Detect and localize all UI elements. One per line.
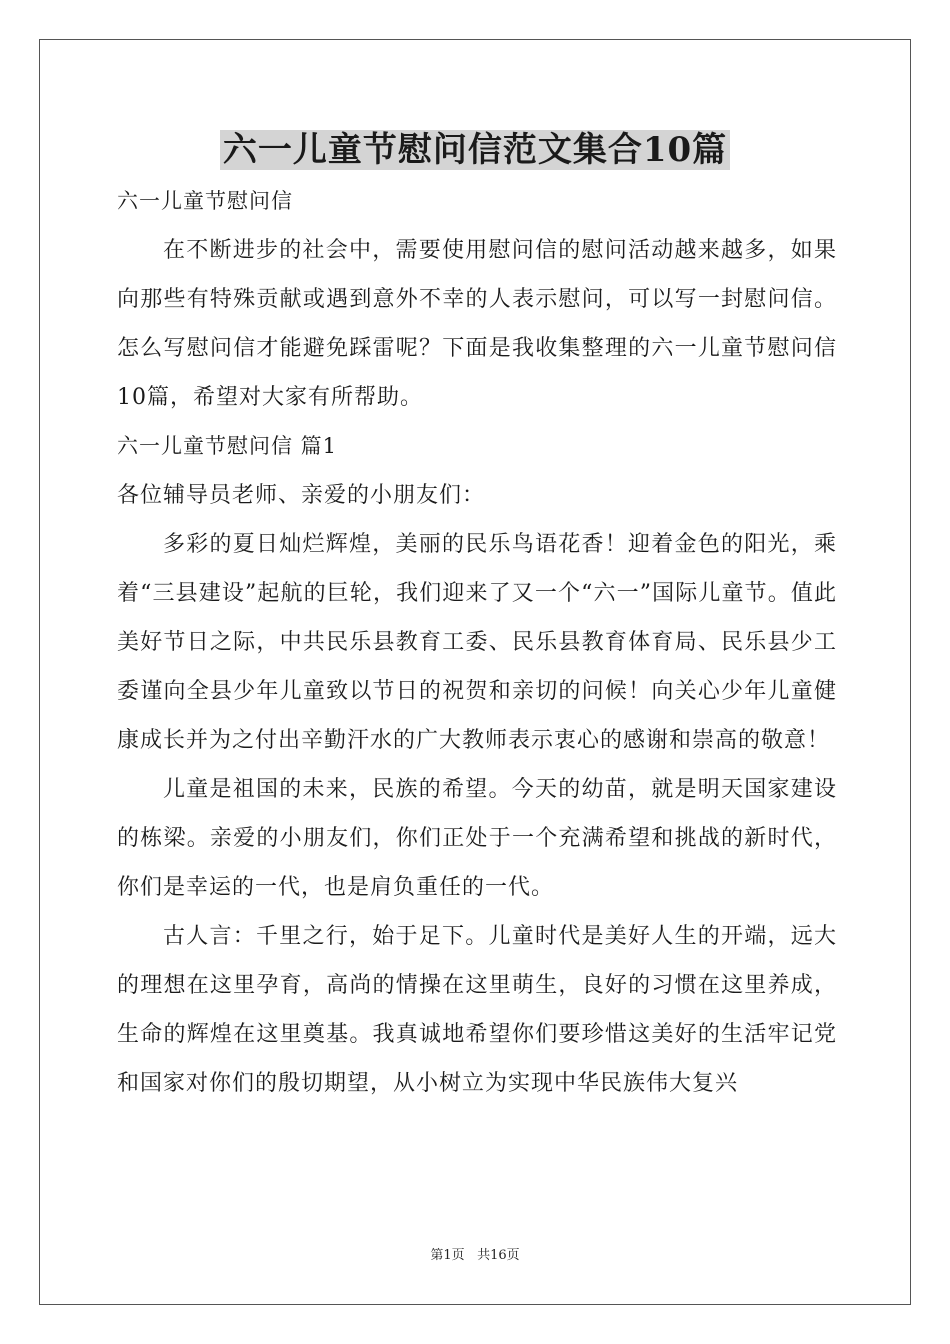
salutation: 各位辅导员老师、亲爱的小朋友们： (117, 483, 486, 508)
document-title (0, 124, 950, 176)
body-paragraph: 多彩的夏日灿烂辉煌，美丽的民乐鸟语花香！迎着金色的阳光，乘着“三县建设”起航的巨轮，我们迎来了又一个“六一”国际儿童节。值此美好节日之际，中共民乐县教育工委、民乐县教育体育局、民乐县少工委谨向全县少年儿童致以节日的祝贺和亲切的问候！向关心少年儿童健康成长并为之付出辛勤汗水的广大教师表示衷心的感谢和崇高的敬意！ (117, 532, 837, 753)
document-body (117, 177, 837, 1108)
body-paragraph: 儿童是祖国的未来，民族的希望。今天的幼苗，就是明天国家建设的栋梁。亲爱的小朋友们，你们正处于一个充满希望和挑战的新时代，你们是幸运的一代，也是肩负重任的一代。 (117, 777, 837, 900)
intro-paragraph: 在不断进步的社会中，需要使用慰问信的慰问活动越来越多，如果向那些有特殊贡献或遇到意外不幸的人表示慰问，可以写一封慰问信。怎么写慰问信才能避免踩雷呢？下面是我收集整理的六一儿童节慰问信10篇，希望对大家有所帮助。 (117, 238, 837, 410)
subtitle: 六一儿童节慰问信 (117, 189, 293, 213)
page-total: 共16页 (477, 1248, 520, 1263)
body-paragraph: 古人言：千里之行，始于足下。儿童时代是美好人生的开端，远大的理想在这里孕育，高尚的情操在这里萌生，良好的习惯在这里养成，生命的辉煌在这里奠基。我真诚地希望你们要珍惜这美好的生活牢记党和国家对你们的殷切期望，从小树立为实现中华民族伟大复兴 (117, 924, 837, 1096)
document-title-text: 六一儿童节慰问信范文集合10篇 (220, 130, 730, 170)
page-number: 第1页 (430, 1248, 465, 1263)
page-footer (0, 1246, 950, 1266)
section-heading: 六一儿童节慰问信 篇1 (117, 434, 338, 458)
